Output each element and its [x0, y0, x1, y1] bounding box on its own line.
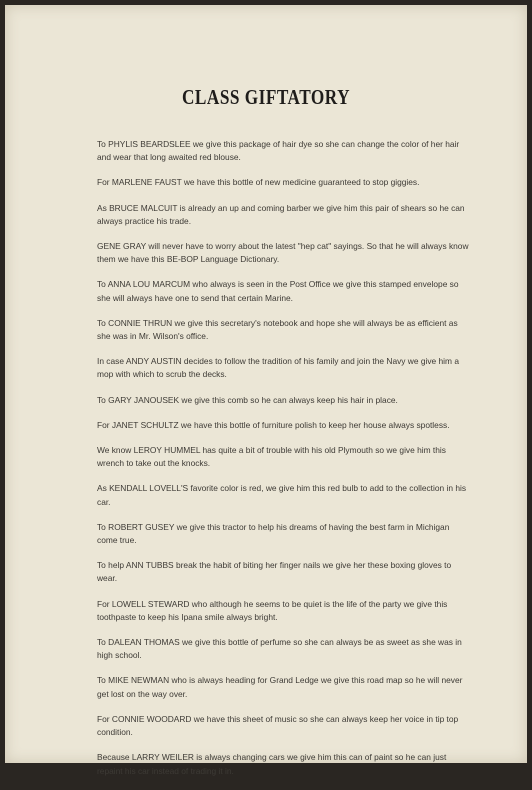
gift-entry: For LOWELL STEWARD who although he seems to be quiet is the life of the party we give this toothpaste to keep his Ipana smile always bright. — [97, 598, 448, 622]
gift-entry: For JANET SCHULTZ we have this bottle of furniture polish to keep her house always spotless. — [97, 419, 450, 430]
gift-entry: As BRUCE MALCUIT is already an up and coming barber we give him this pair of shears so he can always practice his trade. — [97, 202, 465, 226]
gift-entry: To ROBERT GUSEY we give this tractor to help his dreams of having the best farm in Michigan come true. — [97, 521, 450, 546]
gift-entry: To CONNIE THRUN we give this secretary's notebook and hope she will always be as efficient as she was in Mr. Wilson's office. — [97, 317, 458, 342]
gift-entry: For MARLENE FAUST we have this bottle of new medicine guaranteed to stop giggies. — [97, 177, 420, 188]
gift-entry: To GARY JANOUSEK we give this comb so he can always keep his hair in place. — [97, 394, 398, 405]
gift-entry: To MIKE NEWMAN who is always heading for Grand Ledge we give this road map so he will never get lost on the way over. — [97, 675, 463, 699]
gift-entry: In case ANDY AUSTIN decides to follow the tradition of his family and join the Navy we give him a mop with which to scrub the decks. — [97, 356, 460, 380]
gift-entry: For CONNIE WOODARD we have this sheet of music so she can always keep her voice in tip top condition. — [97, 713, 459, 738]
gift-entry: To help ANN TUBBS break the habit of biting her finger nails we give her these boxing gloves to wear. — [97, 560, 452, 584]
gift-entry: We know LEROY HUMMEL has quite a bit of trouble with his old Plymouth so we give him this wrench to take out the knocks. — [97, 445, 446, 469]
gift-entry: Because LARRY WEILER is always changing cars we give him this can of paint so he can just repaint his car instead of trading it in. — [97, 752, 447, 776]
yearbook-page — [5, 5, 527, 776]
page-title: CLASS GIFTATORY — [181, 85, 350, 109]
gift-entry: As KENDALL LOVELL'S favorite color is red, we give him this red bulb to add to the collection in his car. — [97, 483, 467, 507]
giftatory-list — [97, 138, 469, 790]
gift-entry: GENE GRAY will never have to worry about the latest "hep cat" sayings. So that he will always know them we have this BE-BOP Language Dictionary. — [97, 241, 469, 265]
gift-entry: To PHYLIS BEARDSLEE we give this package of hair dye so she can change the color of her hair and wear that long awaited red blouse. — [97, 139, 460, 163]
gift-entry: To DALEAN THOMAS we give this bottle of perfume so she can always be as sweet as she was in high school. — [97, 637, 462, 661]
gift-entry: To ANNA LOU MARCUM who always is seen in the Post Office we give this stamped envelope so she will always have one to send that certain Marine. — [97, 279, 459, 303]
